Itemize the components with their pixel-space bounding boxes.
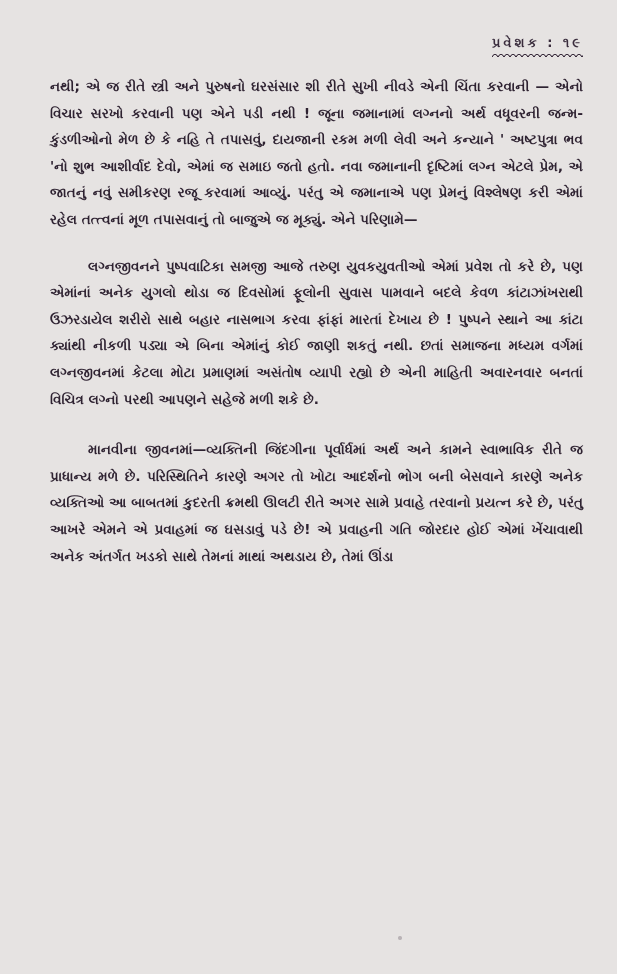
page-speck	[398, 936, 402, 940]
running-header	[492, 36, 583, 57]
header-wavy-rule	[492, 53, 583, 57]
paragraph-1: નથી; એ જ રીતે સ્ત્રી અને પુરુષનો ઘરસંસાર શી રીતે સુખી નીવડે એની ચિંતા કરવાની — એનો વિચાર સરખો કરવાની પણ એને પડી નથી ! જૂના જમાનામાં લગ્નનો અર્થ વધૂવરની જન્મ-કુંડળીઓનો મેળ છે કે નહિ તે તપાસવું, દાયજાની રકમ મળી લેવી અને કન્યાને ' અષ્ટપુત્રા ભવ 'નો શુભ આશીર્વાદ દેવો, એમાં જ સમાઇ જતો હતો. નવા જમાનાની દૃષ્ટિમાં લગ્ન એટલે પ્રેમ, એ જાતનું નવું સમીકરણ રજૂ કરવામાં આવ્યું. પરંતુ એ જમાનાએ પણ પ્રેમનું વિશ્લેષણ કરી એમાં રહેલ તત્ત્વનાં મૂળ તપાસવાનું તો બાજુએ જ મૂક્યું. એને પરિણામે—	[50, 79, 583, 228]
body-text	[50, 74, 583, 570]
running-head-text: પ્રવેશક : ૧૯	[491, 36, 583, 51]
paragraph-2: લગ્નજીવનને પુષ્પવાટિકા સમજી આજે તરુણ યુવકયુવતીઓ એમાં પ્રવેશ તો કરે છે, પણ એમાંનાં અનેક યુગલો થોડા જ દિવસોમાં ફૂલોની સુવાસ પામવાને બદલે કેવળ કાંટાઝાંખરાથી ઉઝરડાયેલ શરીરો સાથે બહાર નાસભાગ કરવા ફાંફાં મારતાં દેખાય છે ! પુષ્પને સ્થાને આ કાંટા ક્યાંથી નીકળી પડ્યા એ બિના એમાંનું કોઈ જાણી શકતું નથી. છતાં સમાજના મધ્યમ વર્ગમાં લગ્નજીવનમાં કેટલા મોટા પ્રમાણમાં અસંતોષ વ્યાપી રહ્યો છે એની માહિતી અવારનવાર બનતાં વિચિત્ર લગ્નો પરથી આપણને સહેજે મળી શકે છે.	[50, 258, 583, 408]
paragraph-3: માનવીના જીવનમાં—વ્યક્તિની જિંદગીના પૂર્વાર્ધમાં અર્થ અને કામને સ્વાભાવિક રીતે જ પ્રાધાન્ય મળે છે. પરિસ્થિતિને કારણે અગર તો ખોટા આદર્શનો ભોગ બની બેસવાને કારણે અનેક વ્યક્તિઓ આ બાબતમાં કુદરતી ક્રમથી ઊલટી રીતે અગર સામે પ્રવાહે તરવાનો પ્રયત્ન કરે છે, પરંતુ આખરે એમને એ પ્રવાહમાં જ ઘસડાવું પડે છે! એ પ્રવાહની ગતિ જોરદાર હોઈ એમાં ખેંચાવાથી અનેક અંતર્ગત ખડકો સાથે તેમનાં માથાં અથડાય છે, તેમાં ઊંડા	[50, 442, 583, 565]
